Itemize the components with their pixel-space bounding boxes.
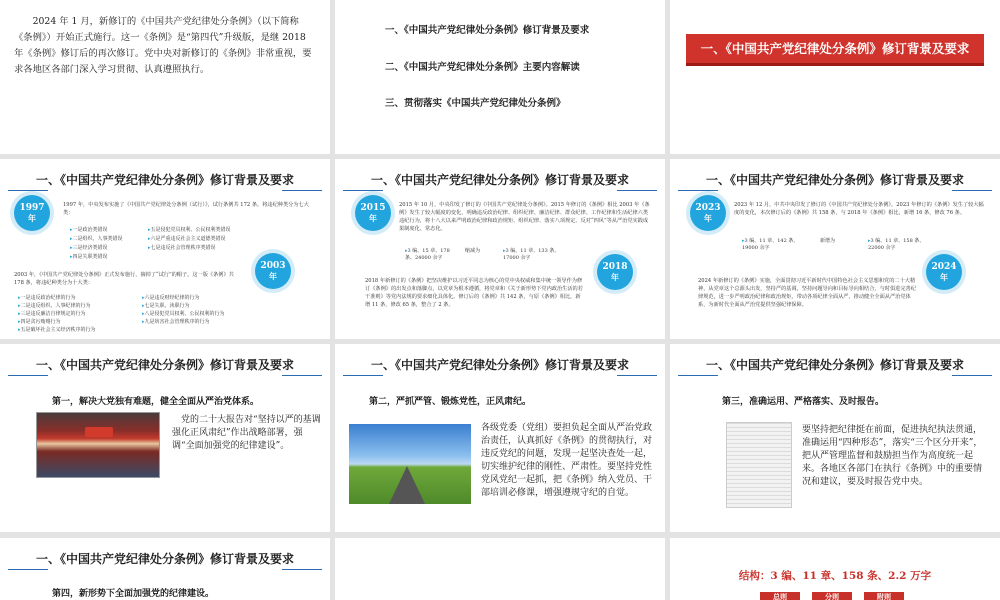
section-banner: 一、《中国共产党纪律处分条例》修订背景及要求 <box>686 34 984 66</box>
divider <box>8 569 48 570</box>
year-badge-1997: 1997 年 <box>14 195 50 231</box>
tab-supplementary[interactable]: 附则 <box>864 592 904 600</box>
slide-contents[interactable] <box>335 0 665 154</box>
slide-title: 一、《中国共产党纪律处分条例》修订背景及要求 <box>705 358 964 372</box>
slide-title: 一、《中国共产党纪律处分条例》修订背景及要求 <box>705 173 964 187</box>
divider <box>678 190 718 191</box>
divider <box>282 569 322 570</box>
point-2-body: 各级党委（党组）要担负起全面从严治党政治责任，认真抓好《条例》的贯彻执行，对违反党纪的问题，发现一起坚决查处一起，切实维护纪律的刚性、严肃性。要坚持党性党风党纪一起抓，把《条例》纳入党员、干部培训必修课，增强遵规守纪的自觉。 <box>481 423 653 499</box>
stat-new: ▸ 3 编、11 章、158 条、22000 余字 <box>868 237 930 251</box>
slide-point-4[interactable] <box>0 538 330 600</box>
text-2024: 2024 年新修订的《条例》实施，全面贯彻习近平新时代中国特色社会主义思想和党的二十大精神，从党章这个总源头出发，坚持严的基调，坚持问题导向和目标导向相结合，与时俱进完善纪律规范，进一步严明政治纪律和政治规矩，带动各项纪律全面从严，推动健全全面从严治党体系，为新时代全面从严治党提供坚强纪律保障。 <box>698 278 916 309</box>
slide-intro[interactable] <box>0 0 330 154</box>
document-image <box>726 422 792 508</box>
congress-hall-image <box>36 412 160 478</box>
text-2015: 2015 年 10 月，中央印发了修订的《中国共产党纪律处分条例》。2015 年修订的《条例》相比 2003 年《条例》发生了较大幅度的变化，明确违反政治纪律、组织纪律、廉洁纪律、群众纪律、工作纪律和生活纪律六类违纪行为，将十八大以来严明政治纪律和政治规矩、组织纪律、落实八项规定、反对“四风”等从严治党实践成果制度化、常态化。 <box>399 202 650 233</box>
slide-title: 一、《中国共产党纪律处分条例》修订背景及要求 <box>35 552 294 566</box>
contents-item-3[interactable]: 三、贯彻落实《中国共产党纪律处分条例》 <box>385 98 566 109</box>
year-badge-2023: 2023 年 <box>690 195 726 231</box>
slide-title: 一、《中国共产党纪律处分条例》修订背景及要求 <box>35 358 294 372</box>
intro-paragraph: 2024 年 1 月，新修订的《中国共产党纪律处分条例》（以下简称《条例》）开始正式施行。这一《条例》是“第四代”升级版，是继 2018 年《条例》修订后的再次修订。党中央对新修订的《条例》非常重视，要求各地区各部门深入学习贯彻、认真遵照执行。 <box>14 16 312 75</box>
divider <box>8 190 48 191</box>
slide-point-1[interactable] <box>0 344 330 532</box>
year-badge-2024: 2024 年 <box>926 254 962 290</box>
text-1997: 1997 年，中央发布实施了《中国共产党纪律处分条例（试行）》，试行条例共 172 条。将违纪种类分为七大类： <box>63 202 309 217</box>
divider <box>343 190 383 191</box>
text-2023: 2023 年 12 月，中共中央印发了修订的《中国共产党纪律处分条例》。2023 年修订的《条例》发生了较大幅度的变化，本次修订后的《条例》共 158 条，与 2018 年《条例》相比，新增 16 条，修改 76 条。 <box>734 202 984 217</box>
tab-general[interactable]: 总则 <box>760 592 800 600</box>
point-1-heading: 第一，解决大党独有难题，健全全面从严治党体系。 <box>52 397 260 407</box>
slide-blank[interactable] <box>335 538 665 600</box>
stat-new: ▸ 3 编、11 章、133 条、17000 余字 <box>503 247 563 261</box>
divider <box>952 375 992 376</box>
divider <box>617 190 657 191</box>
slide-point-3[interactable] <box>670 344 1000 532</box>
slide-structure[interactable] <box>670 538 1000 600</box>
slide-point-2[interactable] <box>335 344 665 532</box>
contents-item-2[interactable]: 二、《中国共产党纪律处分条例》主要内容解读 <box>385 62 580 73</box>
divider <box>343 375 383 376</box>
year-badge-2003: 2003 年 <box>255 253 291 289</box>
divider <box>617 375 657 376</box>
slide-title: 一、《中国共产党纪律处分条例》修订背景及要求 <box>370 173 629 187</box>
slide-title: 一、《中国共产党纪律处分条例》修订背景及要求 <box>370 358 629 372</box>
text-2003: 2003 年，《中国共产党纪律处分条例》正式发布施行，摘掉了“试行”的帽子。这一版《条例》共 178 条，将违纪种类分为十大类： <box>14 272 234 287</box>
divider <box>8 375 48 376</box>
road-image <box>349 424 471 504</box>
slide-history-2015[interactable] <box>335 159 665 339</box>
tab-specific[interactable]: 分则 <box>812 592 852 600</box>
year-badge-2018: 2018 年 <box>597 254 633 290</box>
contents-item-1[interactable]: 一、《中国共产党纪律处分条例》修订背景及要求 <box>385 25 590 36</box>
year-badge-2015: 2015 年 <box>355 195 391 231</box>
slide-history-1997[interactable]: 一、《中国共产党纪律处分条例》修订背景及要求 1997 年 1997 年，中央发布实施了《中国共产党纪律处分条例（试行）》，试行条例共 172 条。将违纪种类分为七大类： ▸ 一是政治类错误 ▸ 二是组织、人事类错误 ▸ 三是经济类错误 ▸ 四是失职类错误 ▸ 五是侵犯党员权利、公民权利类错误 ▸ 六是严重违反社会主义道德类错误 ▸ 七是违反社会管理秩序类错误 2003 年 2003 年，《中国共产党纪律处分条例》正式发布施行，摘掉了“试行”的帽子。这一版《条例》共 178 条，将违纪种类分为十大类： ▸ 一是违反政治纪律的行为 ▸ 二是违反组织、人事纪律的行为 ▸ 三是违反廉洁自律规定的行为 ▸ 四是贪污贿赂行为 ▸ 五是破坏社会主义经济秩序的行为 ▸ 六是违反财经纪律的行为 ▸ 七是失职、渎职行为 ▸ 八是侵犯党员权利、公民权利的行为 ▸ 九是妨害社会管理秩序的行为 <box>0 159 330 339</box>
slide-section-banner[interactable] <box>670 0 1000 154</box>
divider <box>952 190 992 191</box>
point-4-heading: 第四，新形势下全面加强党的纪律建设。 <box>52 589 215 599</box>
stat-arrow-label: 新增为 <box>820 238 836 244</box>
divider <box>282 375 322 376</box>
structure-heading: 结构：3 编、11 章、158 条、2.2 万字 <box>738 570 932 582</box>
stat-arrow-label: 缩减为 <box>465 248 481 254</box>
divider <box>282 190 322 191</box>
stat-old: ▸ 3 编、15 章、178 条、24000 余字 <box>405 247 460 261</box>
divider <box>678 375 718 376</box>
point-2-heading: 第二，严抓严管、锻炼党性，正风肃纪。 <box>369 397 532 407</box>
stat-old: ▸ 3 编、11 章、142 条、19000 余字 <box>742 237 802 251</box>
slide-title: 一、《中国共产党纪律处分条例》修订背景及要求 <box>35 173 294 187</box>
point-3-body: 要坚持把纪律挺在前面，促进执纪执法贯通，准确运用“四种形态”，落实“三个区分开来”，把从严管理监督和鼓励担当作为高度统一起来。各地区各部门在执行《条例》中的重要情况和建议，要及时报告党中央。 <box>802 425 983 488</box>
point-3-heading: 第三，准确运用、严格落实、及时报告。 <box>722 397 885 407</box>
point-1-body: 党的二十大报告对“坚持以严的基调强化正风肃纪”作出战略部署，强调“全面加强党的纪律建设”。 <box>172 415 321 452</box>
text-2018: 2018 年新修订的《条例》把坚决维护以习近平同志为核心的党中央权威和集中统一领导作为修订《条例》的出发点和落脚点，以党章为根本遵循，将党章和《关于新形势下党内政治生活的若干准则》等党内法规的要求细化具体化。修订后的《条例》共 142 条，与原《条例》相比，新增 11 条，修改 65 条，整合了 2 条。 <box>365 278 583 309</box>
slide-history-2023[interactable] <box>670 159 1000 339</box>
